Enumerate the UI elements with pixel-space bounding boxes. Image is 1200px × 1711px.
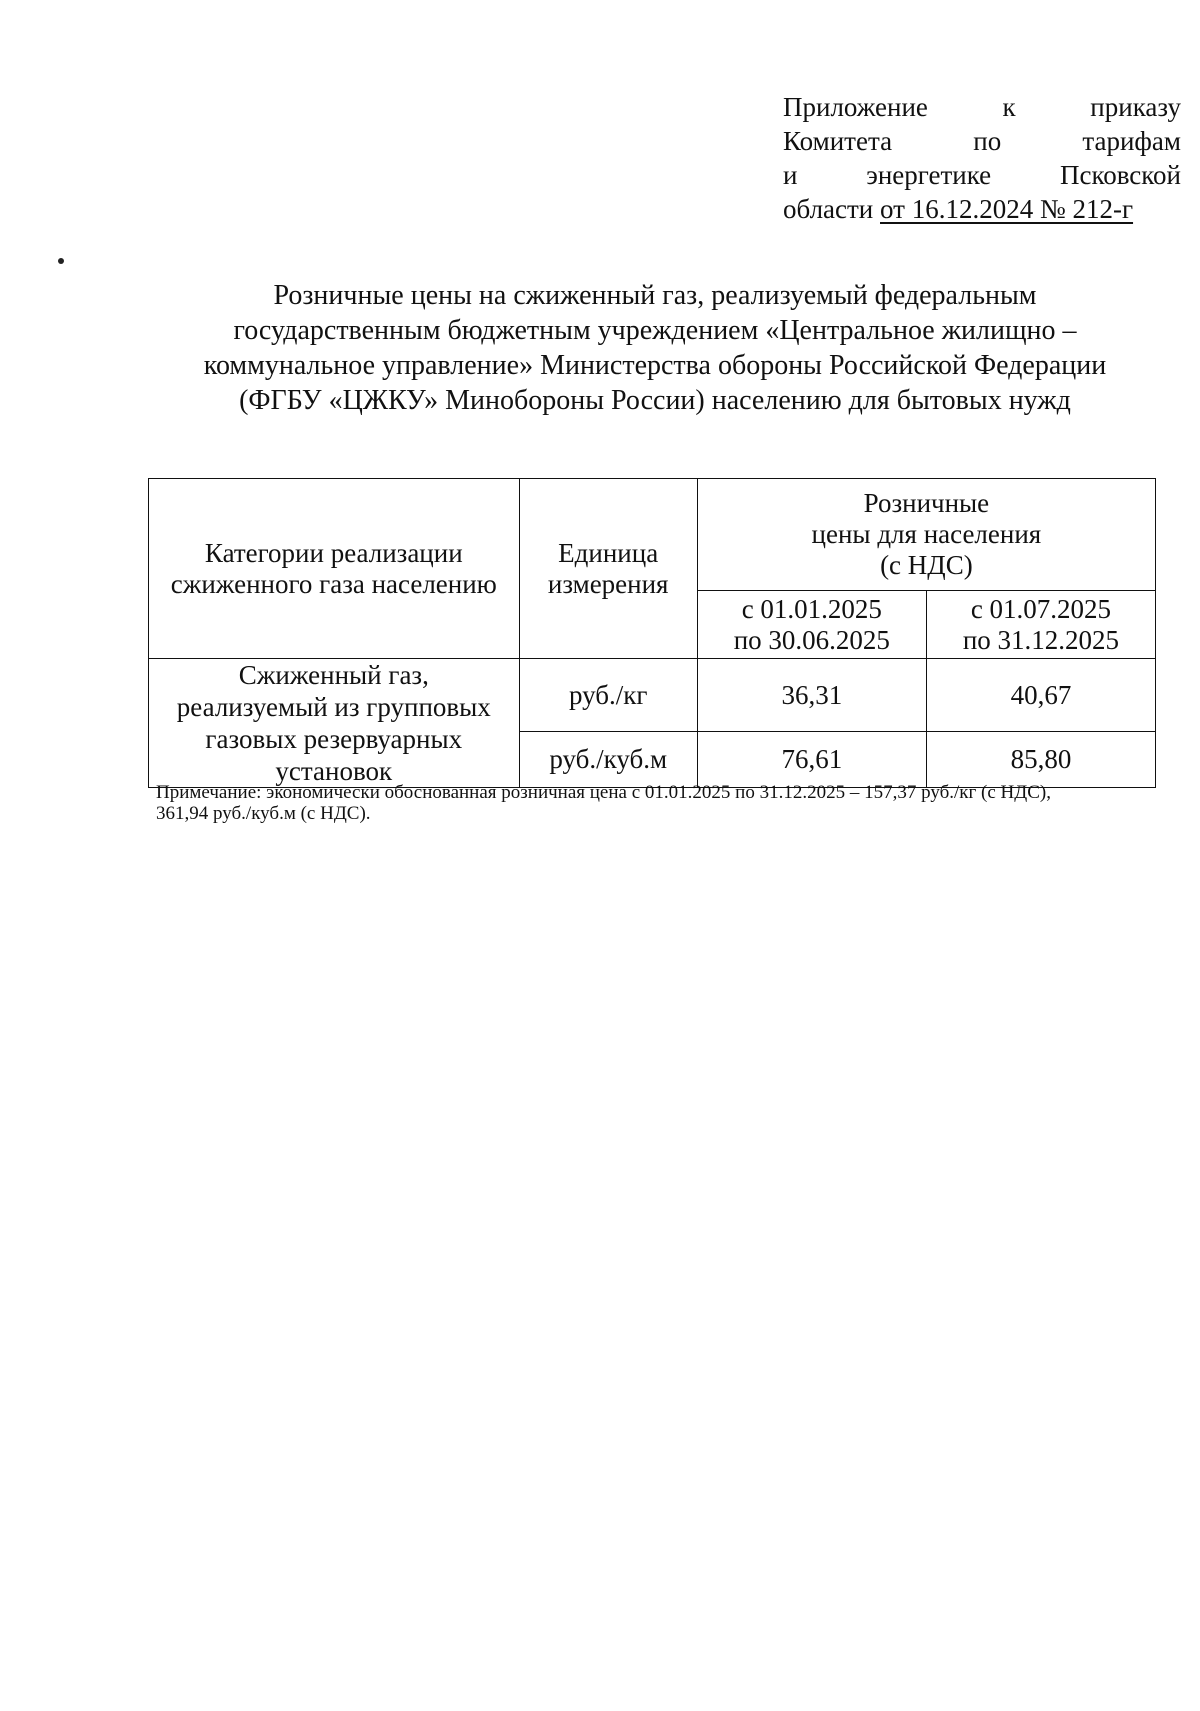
- appendix-line-3: [783, 158, 1181, 192]
- header-category: [149, 479, 520, 659]
- appendix-prefix: области: [783, 194, 881, 224]
- unit-cell: руб./куб.м: [519, 732, 697, 788]
- category-text: Сжиженный газ,: [238, 660, 429, 690]
- table-row: [149, 659, 1156, 732]
- title-line: (ФГБУ «ЦЖКУ» Минобороны России) населению для бытовых нужд: [239, 385, 1071, 416]
- price-cell: 85,80: [926, 732, 1155, 788]
- header-period-1: [697, 591, 926, 659]
- header-text: сжиженного газа населению: [170, 568, 497, 599]
- order-reference: от 16.12.2024 № 212-г: [880, 194, 1134, 224]
- appendix-word: по: [973, 126, 1002, 156]
- header-text: с 01.07.2025: [970, 593, 1112, 624]
- document-title: [170, 278, 1140, 418]
- appendix-line-1: [783, 90, 1181, 124]
- title-line: государственным бюджетным учреждением «Центральное жилищно –: [233, 315, 1077, 346]
- title-line: Розничные цены на сжиженный газ, реализуемый федеральным: [273, 280, 1037, 311]
- header-text: измерения: [547, 568, 669, 599]
- appendix-word: к: [1002, 92, 1016, 122]
- header-text: Категории реализации: [204, 537, 463, 568]
- header-text: цены для населения: [811, 519, 1042, 549]
- header-text: по 31.12.2025: [962, 624, 1120, 655]
- price-table: [148, 478, 1156, 788]
- appendix-word: Приложение: [783, 92, 928, 122]
- header-prices: [697, 479, 1155, 591]
- appendix-line-4: [783, 192, 1181, 226]
- appendix-word: Псковской: [1059, 160, 1181, 190]
- table-header-row: [149, 479, 1156, 591]
- category-text: реализуемый из групповых: [176, 692, 491, 722]
- price-cell: 76,61: [697, 732, 926, 788]
- footnote-line: Примечание: экономически обоснованная розничная цена с 01.01.2025 по 31.12.2025 – 157,37 руб./кг (с НДС),: [156, 782, 1051, 803]
- footnote-line: 361,94 руб./куб.м (с НДС).: [156, 803, 371, 824]
- header-text: Розничные: [863, 488, 990, 518]
- title-line: коммунальное управление» Министерства обороны Российской Федерации: [203, 350, 1107, 381]
- appendix-word: энергетике: [866, 160, 992, 190]
- appendix-word: тарифам: [1082, 126, 1181, 156]
- category-cell: [149, 659, 520, 788]
- appendix-word: и: [783, 160, 798, 190]
- appendix-word: приказу: [1090, 92, 1181, 122]
- category-text: газовых резервуарных: [205, 724, 463, 754]
- header-text: Единица: [558, 537, 659, 568]
- header-text: с 01.01.2025: [741, 593, 882, 624]
- scan-dot: [58, 258, 64, 264]
- unit-cell: руб./кг: [519, 659, 697, 732]
- header-period-2: [926, 591, 1155, 659]
- price-cell: 36,31: [697, 659, 926, 732]
- header-text: (с НДС): [880, 550, 973, 580]
- header-text: по 30.06.2025: [733, 624, 890, 655]
- footnote: [156, 782, 1166, 824]
- category-text: установок: [275, 756, 393, 786]
- price-cell: 40,67: [926, 659, 1155, 732]
- appendix-line-2: [783, 124, 1181, 158]
- appendix-word: Комитета: [783, 126, 893, 156]
- appendix-header: [783, 90, 1181, 226]
- header-unit: [519, 479, 697, 659]
